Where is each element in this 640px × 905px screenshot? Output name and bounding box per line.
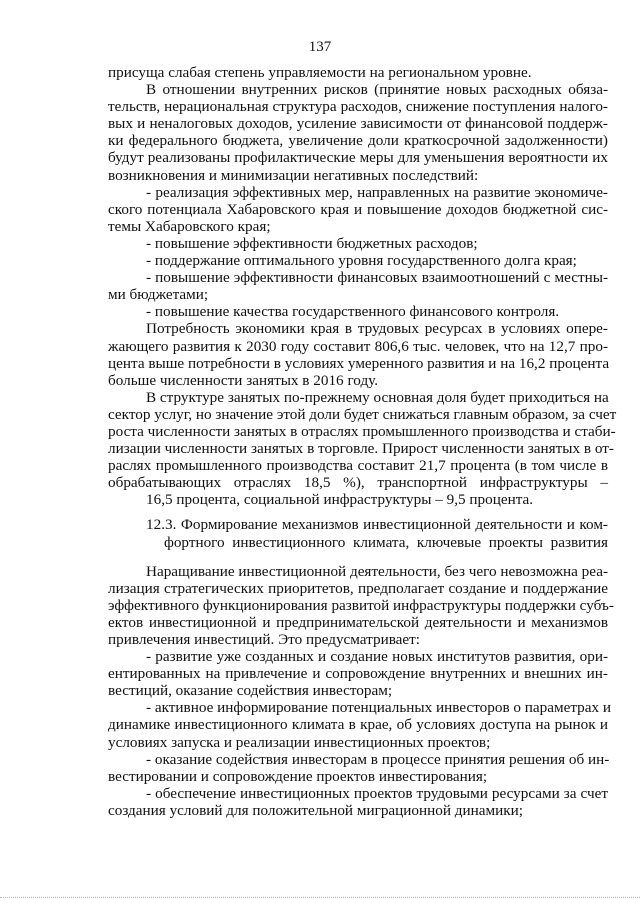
text-line: лизации численности занятых в торговле. Прирост численности занятых в от- [108,440,614,458]
text-line: - активное информирование потенциальных инвесторов о параметрах и [146,699,612,717]
list-item [108,269,608,303]
text-line: - реализация эффективных мер, направленных на развитие экономиче- [146,183,608,201]
text-line: присуща слабая степень управляемости на региональном уровне. [108,64,532,81]
text-line: цента выше потребности в условиях умеренного развития и на 16,2 процента [108,354,610,372]
text-line: - оказание содействия инвесторам в процессе принятия решения об ин- [146,750,610,768]
heading-line: фортного инвестиционного климата, ключевые проекты развития [164,533,608,551]
section-heading [108,516,608,550]
text-line: обрабатывающих отраслях 18,5 %), транспортной инфраструктуры – [108,474,608,492]
list-item [108,648,608,699]
text-line: Наращивание инвестиционной деятельности, без чего невозможна реа- [146,562,608,580]
text-line: ми бюджетами; [108,286,209,304]
text-line: эффективного функционирования развитой инфраструктуры поддержки субъ- [108,596,614,614]
list-item [108,252,608,269]
text-line: - поддержание оптимального уровня государственного долга края; [146,252,577,270]
text-line: вестиций, оказание содействия инвесторам; [108,682,393,700]
text-line: жающего развития к 2030 году составит 806,6 тыс. человек, что на 12,7 про- [108,337,608,355]
scan-edge-divider [0,897,640,899]
text-line: будут реализованы профилактические меры для уменьшения вероятности их [108,149,608,167]
text-line: В отношении внутренних рисков (принятие новых расходных обяза- [146,81,608,99]
text-line: роста численности занятых в отраслях промышленного производства и стаби- [108,422,616,440]
text-line: - развитие уже созданных и создание новых институтов развития, ори- [146,648,608,666]
list-item [108,751,608,785]
text-line: условиях запуска и реализации инвестиционных проектов; [108,733,491,751]
paragraph-continuation [108,64,608,81]
list-item [108,785,608,819]
page-number: 137 [308,39,332,55]
text-line: темы Хабаровского края; [108,217,271,235]
text-line: ского потенциала Хабаровского края и повышение доходов бюджетной сис- [108,200,608,218]
text-line: - повышение эффективности финансовых взаимоотношений с местны- [146,269,608,287]
text-line: сектор услуг, но значение этой доли будет снижаться главным образом, за счет [108,405,617,423]
text-line: Потребность экономики края в трудовых ресурсах в условиях опере- [146,320,608,338]
text-line: лизация стратегических приоритетов, предполагает создание и поддержание [108,579,608,597]
document-body [108,64,617,819]
text-line: - повышение эффективности бюджетных расходов; [146,234,478,252]
text-line: создания условий для положительной миграционной динамики; [108,801,523,819]
text-line: В структуре занятых по-прежнему основная доля будет приходиться на [146,388,609,406]
heading-line: 12.3. Формирование механизмов инвестиционной деятельности и ком- [146,516,608,534]
text-line: привлечения инвестиций. Это предусматривает: [108,631,421,648]
text-line: ки федерального бюджета, увеличение доли краткосрочной задолженности) [108,132,608,150]
text-line: вых и неналоговых доходов, усиление зависимости от финансовой поддерж- [108,115,608,133]
text-line: ектов инвестиционной и предпринимательской деятельности и механизмов [108,613,608,631]
list-item [108,235,608,252]
list-item [108,303,608,320]
list-item [108,184,608,235]
paragraph-labor-demand [108,320,608,388]
text-line: больше численности занятых в 2016 году. [108,371,379,389]
paragraph-investment [108,562,614,648]
text-line: ентированных на привлечение и сопровождение внутренних и внешних ин- [108,665,608,683]
text-line: вестировании и сопровождение проектов инвестирования; [108,767,488,785]
text-line: 16,5 процента, социальной инфраструктуры – 9,5 процента. [146,491,534,509]
text-line: тельств, нерациональная структура расходов, снижение поступления налого- [108,98,608,116]
paragraph-internal-risks [108,81,608,184]
text-line: раслях промышленного производства составит 21,7 процента (в том числе в [108,457,608,475]
text-line: динамике инвестиционного климата в крае, об условиях доступа на рынок и [108,716,608,734]
text-line: - повышение качества государственного финансового контроля. [146,303,560,321]
text-line: - обеспечение инвестиционных проектов трудовыми ресурсами за счет [146,784,608,802]
text-line: возникновения и минимизации негативных последствий: [108,166,479,184]
list-item [108,699,612,751]
paragraph-employment-structure [108,388,617,509]
